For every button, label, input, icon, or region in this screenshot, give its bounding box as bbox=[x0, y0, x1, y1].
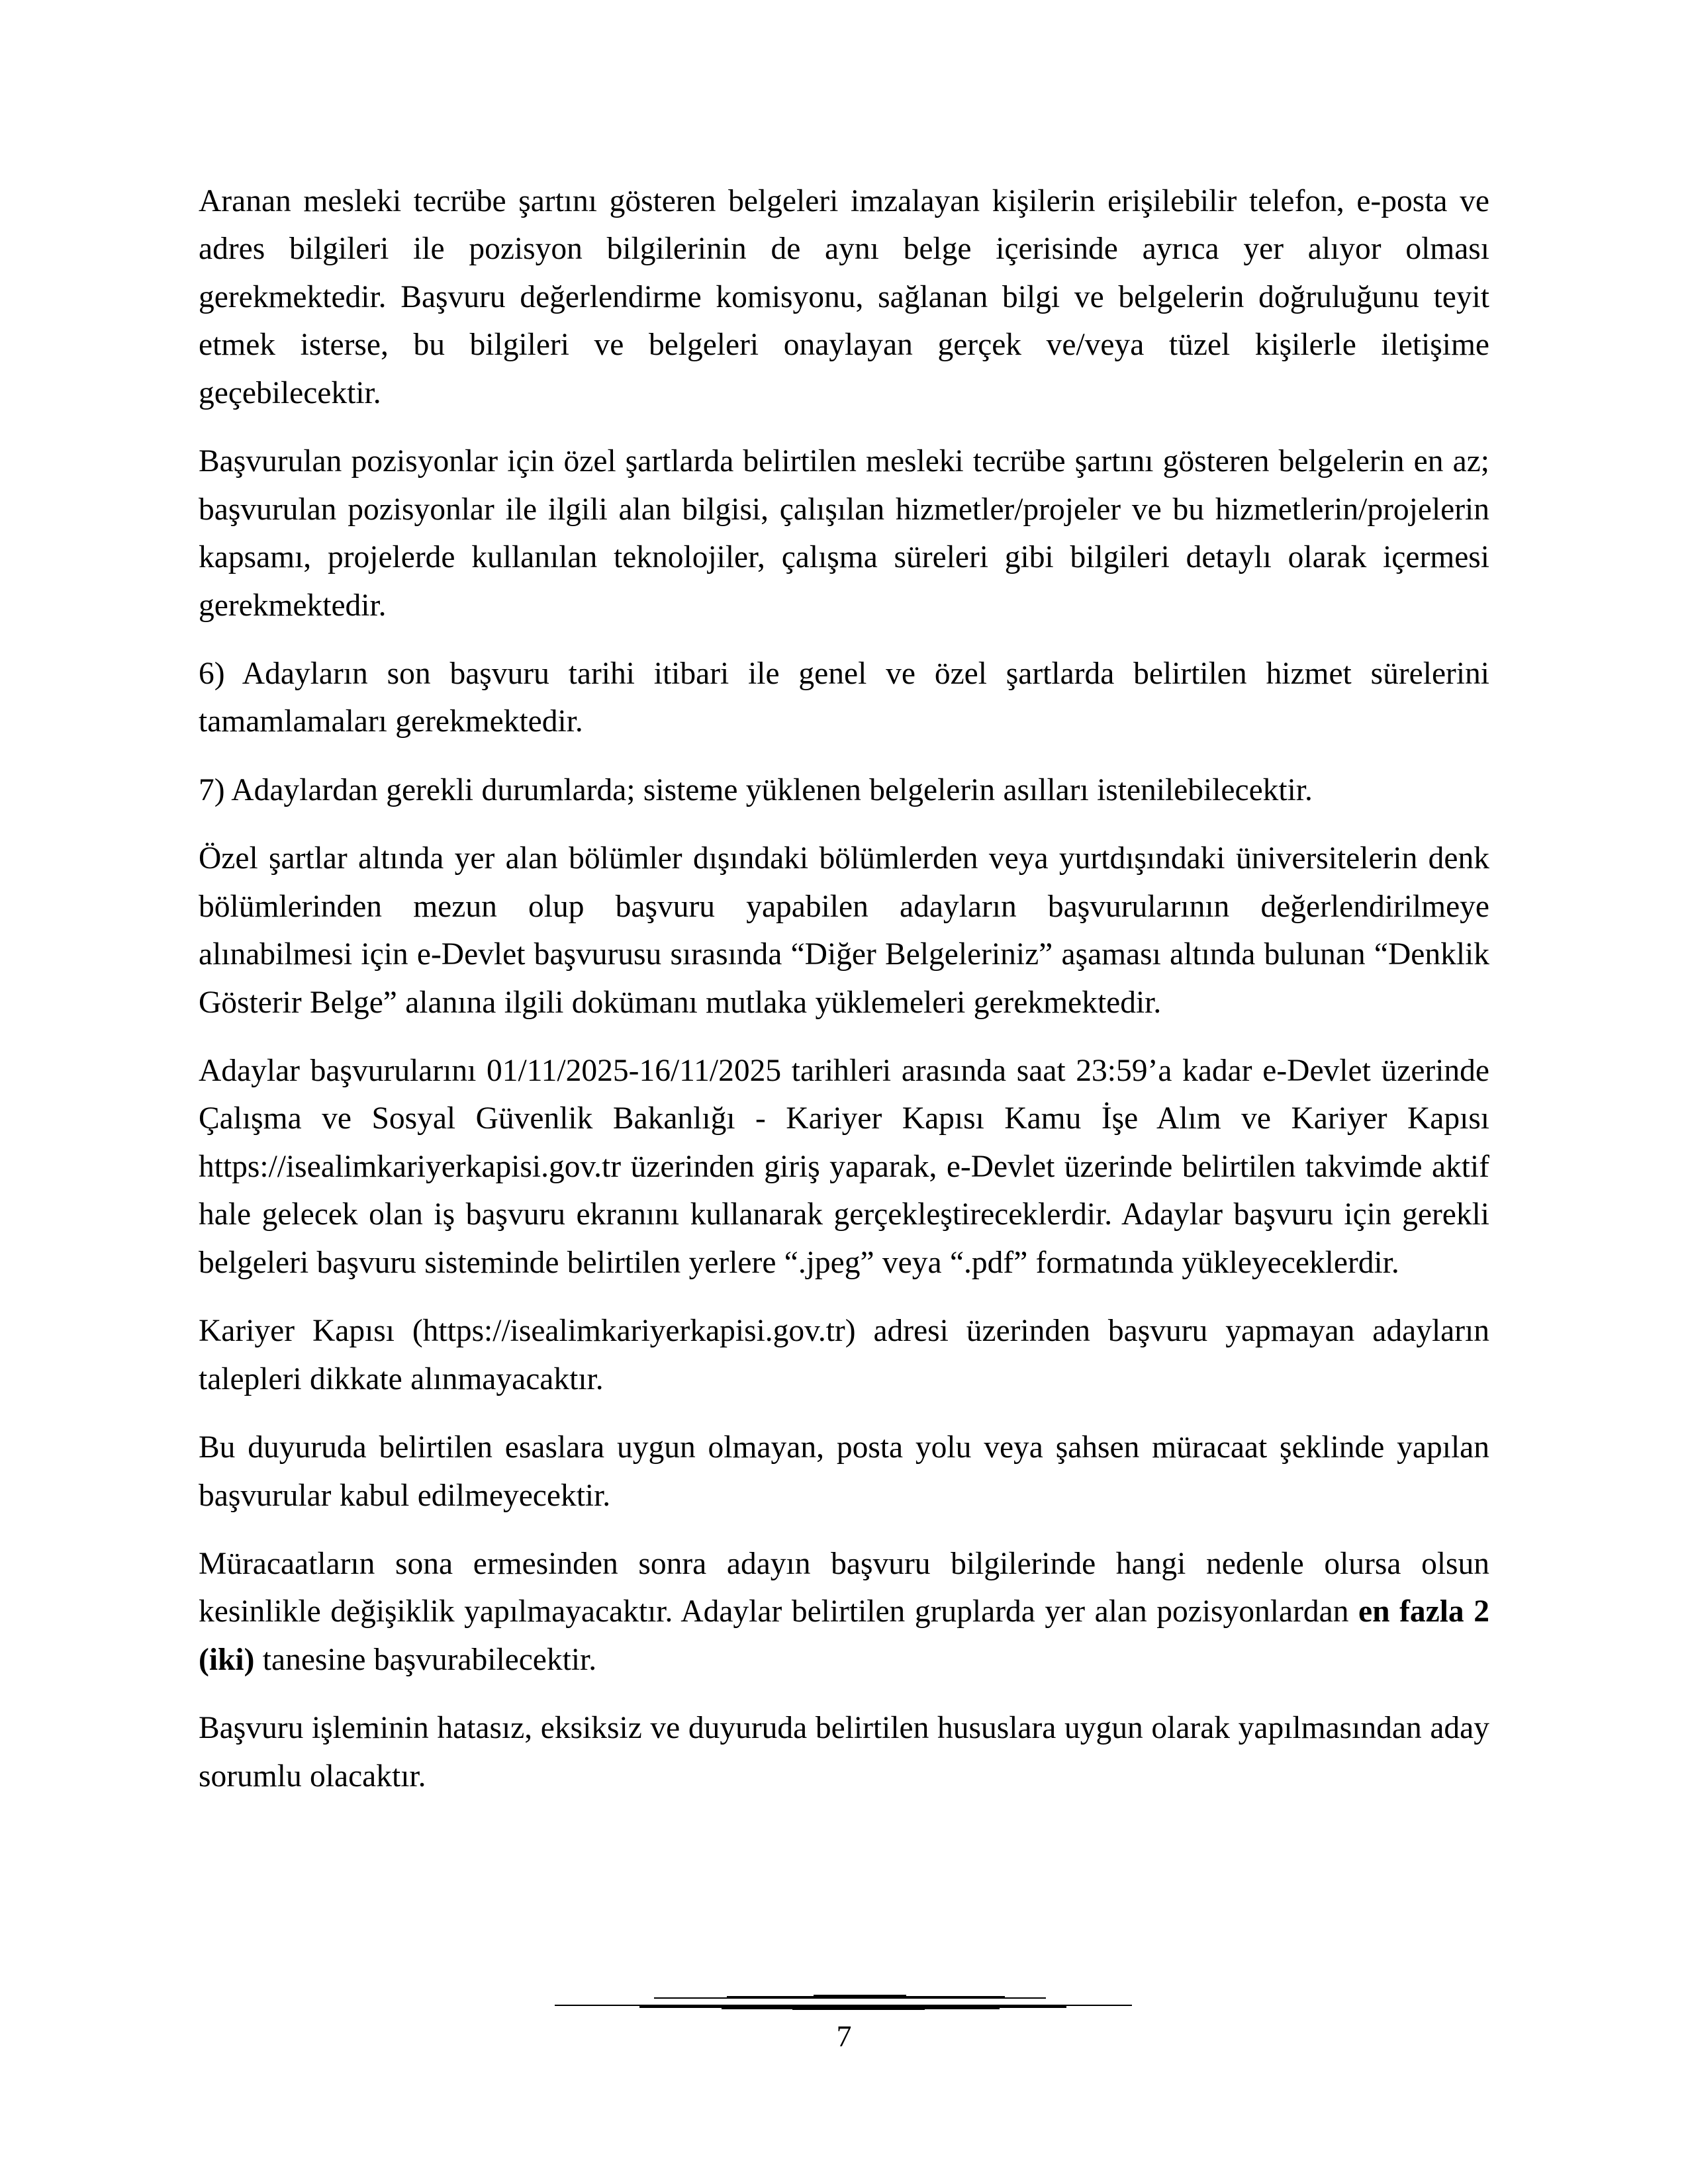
paragraph-posta-sahsen: Bu duyuruda belirtilen esaslara uygun olmayan, posta yolu veya şahsen müracaat şeklinde yapılan başvurular kabul edilmeyecektir. bbox=[199, 1430, 1489, 1513]
paragraph-mesleki-tecrube: Aranan mesleki tecrübe şartını gösteren belgeleri imzalayan kişilerin erişilebilir telefon, e-posta ve adres bilgileri ile pozisyon bilgilerinin de aynı belge içerisinde ayrıca yer alıyor olması gerekmektedir. Başvuru değerlendirme komisyonu, sağlanan bilgi ve belgelerin doğruluğunu teyit etmek isterse, bu bilgileri ve belgeleri onaylayan gerçek ve/veya tüzel kişilerle iletişime geçebilecektir. bbox=[199, 184, 1489, 410]
paragraph-madde-7: 7) Adaylardan gerekli durumlarda; sisteme yüklenen belgelerin asılları istenilebilecektir. bbox=[199, 772, 1313, 807]
body-text: tanesine başvurabilecektir. bbox=[254, 1642, 597, 1677]
emphasis-text: en fazla 2 (iki) bbox=[199, 1594, 1489, 1677]
paragraph-madde-6: 6) Adayların son başvuru tarihi itibari ile genel ve özel şartlarda belirtilen hizmet sürelerini tamamlamaları gerekmektedir. bbox=[199, 656, 1489, 739]
paragraph-denklik: Özel şartlar altında yer alan bölümler dışındaki bölümlerden veya yurtdışındaki üniversitelerin denk bölümlerinden mezun olup başvuru yapabilen adayların başvurularının değerlendirilmeye alınabilmesi için e-Devlet başvurusu sırasında “Diğer Belgeleriniz” aşaması altında bulunan “Denklik Gösterir Belge” alanına ilgili dokümanı mutlaka yüklemeleri gerekmektedir. bbox=[199, 841, 1489, 1020]
page-number: 7 bbox=[836, 2019, 852, 2053]
page-body bbox=[199, 177, 1489, 1800]
footer-separator-rule bbox=[0, 1992, 1688, 2012]
paragraph-aday-sorumlu: Başvuru işleminin hatasız, eksiksiz ve duyuruda belirtilen hususlara uygun olarak yapılmasından aday sorumlu olacaktır. bbox=[199, 1711, 1489, 1794]
paragraph-kariyer-kapisi: Kariyer Kapısı (https://isealimkariyerkapisi.gov.tr) adresi üzerinden başvuru yapmayan adayların talepleri dikkate alınmayacaktır. bbox=[199, 1314, 1489, 1396]
paragraph-muracaat-degisiklik bbox=[199, 1540, 1489, 1684]
body-text: Müracaatların sona ermesinden sonra adayın başvuru bilgilerinde hangi nedenle olursa olsun kesinlikle değişiklik yapılmayacaktır. Adaylar belirtilen gruplarda yer alan pozisyonlardan bbox=[199, 1546, 1489, 1629]
paragraph-basvuru-takvim: Adaylar başvurularını 01/11/2025-16/11/2025 tarihleri arasında saat 23:59’a kadar e-Devlet üzerinde Çalışma ve Sosyal Güvenlik Bakanlığı - Kariyer Kapısı Kamu İşe Alım ve Kariyer Kapısı https://isealimkariyerkapisi.gov.tr üzerinden giriş yaparak, e-Devlet üzerinde belirtilen takvimde aktif hale gelecek olan iş başvuru ekranını kullanarak gerçekleştireceklerdir. Adaylar başvuru için gerekli belgeleri başvuru sisteminde belirtilen yerlere “.jpeg” veya “.pdf” formatında yükleyeceklerdir. bbox=[199, 1054, 1489, 1280]
footer-rule-bold-upper-narrow bbox=[814, 1995, 906, 1999]
page-footer bbox=[0, 1992, 1688, 2111]
paragraph-ozel-sartlar-belge: Başvurulan pozisyonlar için özel şartlarda belirtilen mesleki tecrübe şartını gösteren belgelerin en az; başvurulan pozisyonlar ile ilgili alan bilgisi, çalışılan hizmetler/projeler ve bu hizmetlerin/projelerin kapsamı, projelerde kullanılan teknolojiler, çalışma süreleri gibi bilgileri detaylı olarak içermesi gerekmektedir. bbox=[199, 444, 1489, 623]
footer-rule-bold-lower-narrow bbox=[792, 2005, 925, 2010]
